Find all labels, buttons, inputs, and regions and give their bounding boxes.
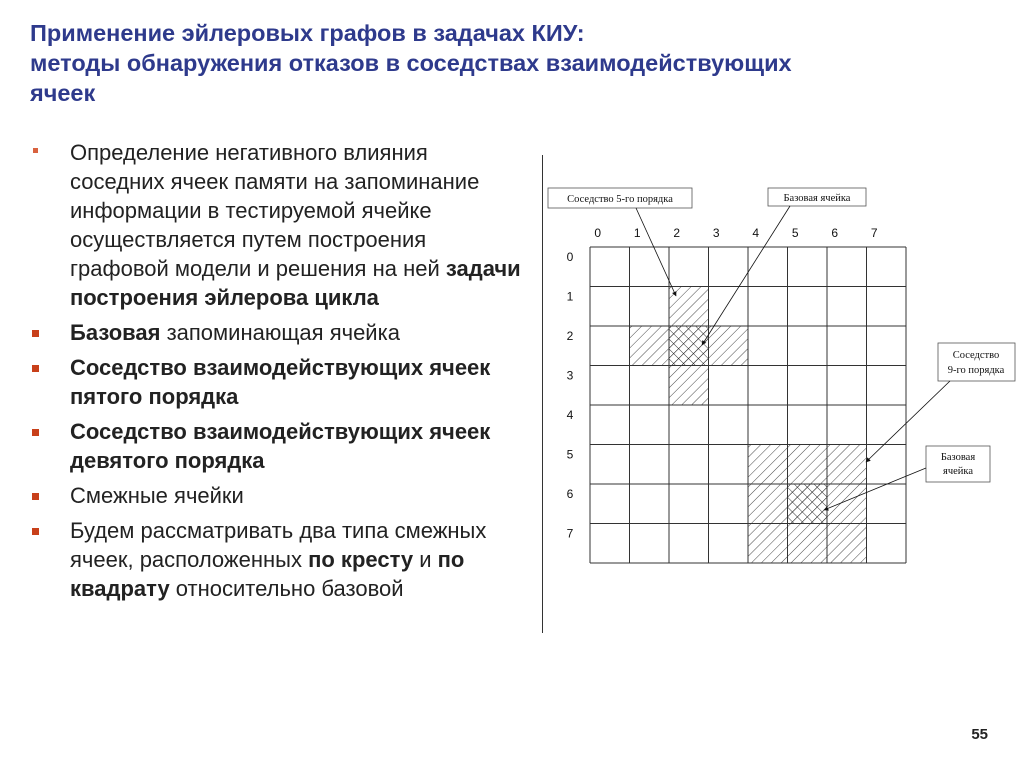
bullet-bold-text: по кресту [308,547,414,572]
row-label: 5 [566,447,574,462]
column-label: 2 [673,226,681,240]
column-label: 6 [831,226,839,240]
callout-neighborhood-9-label-2: 9-го порядка [947,365,1005,376]
column-label: 0 [594,226,602,240]
bullet-bold-text: Соседство взаимодействующих ячеек пятого порядка [70,355,491,409]
slide-title-line-1: Применение эйлеровых графов в задачах КИУ: [30,20,585,46]
column-label: 1 [633,226,641,240]
slide-title-line-2: методы обнаружения отказов в соседствах взаимодействующих [30,50,792,76]
slide-title [30,18,1010,108]
neighborhood-9-cell [788,524,828,564]
bullet-text: Определение негативного влияния соседних ячеек памяти на запоминание информации в тестируемой ячейке осуществляется путем построения графовой модели и решения на ней [70,140,480,281]
neighborhood-5-cell [630,326,670,366]
bullet-text: Смежные ячейки [70,483,244,508]
row-label: 0 [566,249,574,264]
row-label: 6 [566,486,574,501]
row-label: 1 [566,289,574,304]
neighborhood-5-cell [709,326,749,366]
neighborhood-9-cell [788,445,828,485]
neighborhood-5-cell [669,287,709,327]
bullet-text: относительно базовой [169,576,404,601]
bullet-bold-text: по квадрату [70,547,465,601]
bullet-bold-text: Базовая [70,320,161,345]
column-label: 3 [712,226,720,240]
bullet-marker [32,429,39,436]
bullet-text: запоминающая ячейка [160,320,400,345]
bullet-item [28,138,528,312]
bullet-item [28,318,528,347]
bullet-marker [32,493,39,500]
neighborhood-9-cell [748,484,788,524]
column-label: 4 [752,226,760,240]
base-cell-cross [669,326,709,366]
neighborhood-9-cell [748,445,788,485]
column-label: 5 [791,226,799,240]
callout-base-cell-2-label-1: Базовая [940,452,976,463]
bullet-item [28,353,528,411]
neighborhood-9-cell [748,524,788,564]
row-label: 2 [566,328,574,343]
callout-base-cell-1-label: Базовая ячейка [783,193,851,204]
memory-cell-grid-diagram [540,180,1020,600]
row-label: 4 [566,407,574,422]
bullet-marker [32,528,39,535]
page-number: 55 [971,726,988,743]
row-label: 7 [566,526,574,541]
bullet-bold-text: задачи построения эйлерова цикла [70,256,521,310]
callout-base-cell-2-label-2: ячейка [943,466,973,477]
bullet-marker [32,330,39,337]
bullet-item [28,481,528,510]
neighborhood-9-cell [827,484,867,524]
bullet-bold-text: Соседство взаимодействующих ячеек девятого порядка [70,419,491,473]
row-label: 3 [566,368,574,383]
column-label: 7 [870,226,878,240]
bullet-text: Будем рассматривать два типа смежных ячеек, расположенных [70,518,487,572]
neighborhood-5-cell [669,366,709,406]
neighborhood-9-cell [827,524,867,564]
bullet-marker [32,365,39,372]
neighborhood-9-cell [827,445,867,485]
bullet-item [28,417,528,475]
callout-arrow [633,208,676,296]
base-cell-square [788,484,828,524]
bullet-text: и [413,547,438,572]
bullet-item [28,516,528,603]
callout-neighborhood-5-label: Соседство 5-го порядка [567,194,673,205]
bullet-marker [33,148,38,153]
slide-title-line-3: ячеек [30,80,96,106]
bullet-list [28,138,528,609]
callout-neighborhood-9-label-1: Соседство [952,350,1000,361]
